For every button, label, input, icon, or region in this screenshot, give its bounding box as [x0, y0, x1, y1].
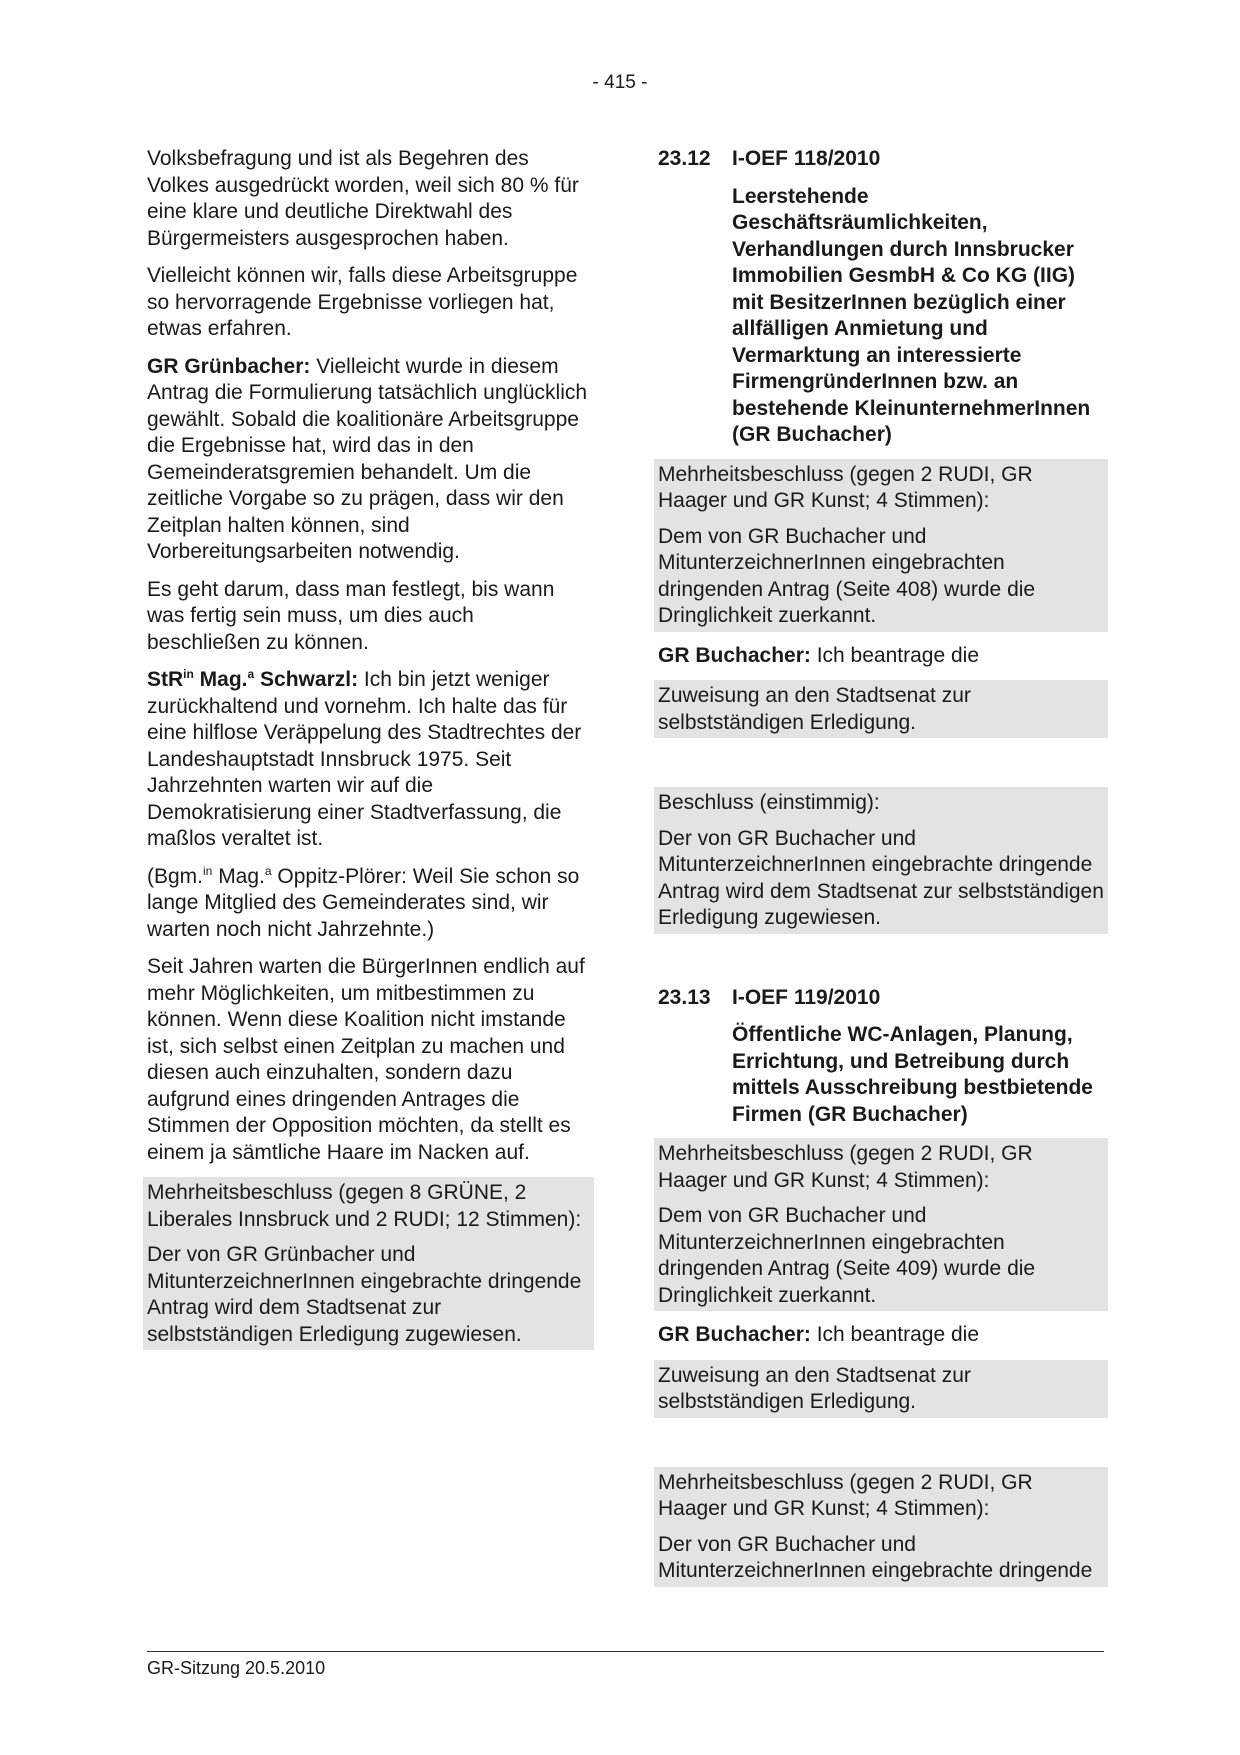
- paragraph: Seit Jahren warten die BürgerInnen endlich auf mehr Möglichkeiten, um mitbestimmen zu können. Wenn diese Koalition nicht imstande ist, sich selbst einen Zeitplan zu machen und diesen auch einzuhalten, sondern dazu aufgrund eines dringenden Antrages die Stimmen der Opposition möchten, da stellt es einem ja sämtliche Haare im Nacken auf.: [147, 955, 585, 1164]
- decision-box: [654, 1467, 1108, 1587]
- speech-paragraph: [147, 354, 590, 566]
- decision-box: [654, 787, 1108, 934]
- speech-text: Vielleicht wurde in diesem Antrag die Formulierung tatsächlich unglücklich gewählt. Sobald die koalitionäre Arbeitsgruppe die Ergebnisse hat, wird das in den Gemeinderatsgremien behandelt. Um die zeitliche Vorgabe so zu prägen, dass wir den Zeitplan halten können, sind Vorbereitungsarbeiten notwendig.: [147, 354, 588, 563]
- paragraph: Es geht darum, dass man festlegt, bis wann was fertig sein muss, um dies auch beschließen zu können.: [147, 577, 555, 654]
- vote-box: [654, 459, 1108, 632]
- paragraph: Volksbefragung und ist als Begehren des Volkes ausgedrückt worden, weil sich 80 % für eine klare und deutliche Direktwahl des Bürgermeisters ausgesprochen haben.: [147, 147, 579, 250]
- agenda-item-header: [658, 985, 1104, 1012]
- agenda-item-number: 23.13: [658, 985, 711, 1009]
- speaker-name: StR$^{in}$ Mag.$^a$ Schwarzl:: [147, 667, 359, 691]
- speech-text: Ich beantrage die: [810, 1323, 979, 1346]
- urgency-text: Dem von GR Buchacher und MitunterzeichnerInnen eingebrachten dringenden Antrag (Seite 409) wurde die Dringlichkeit zuerkannt.: [658, 1204, 1036, 1307]
- decision-title: Mehrheitsbeschluss (gegen 8 GRÜNE, 2 Liberales Innsbruck und 2 RUDI; 12 Stimmen):: [147, 1181, 582, 1231]
- request-text: Zuweisung an den Stadtsenat zur selbstständigen Erledigung.: [658, 1363, 971, 1413]
- agenda-item-code: I-OEF 119/2010: [732, 985, 881, 1009]
- speech-paragraph: [147, 667, 590, 853]
- page-number: - 415 -: [592, 72, 648, 93]
- speech-paragraph: [658, 643, 1104, 670]
- footer-divider: [147, 1651, 1104, 1652]
- decision-title: Mehrheitsbeschluss (gegen 2 RUDI, GR Haager und GR Kunst; 4 Stimmen):: [658, 1470, 1033, 1520]
- agenda-item-number: 23.12: [658, 147, 711, 170]
- urgency-text: Dem von GR Buchacher und MitunterzeichnerInnen eingebrachten dringenden Antrag (Seite 408) wurde die Dringlichkeit zuerkannt.: [658, 524, 1036, 627]
- decision-title: Beschluss (einstimmig):: [658, 791, 880, 814]
- interjection-paragraph: (Bgm.$^{in}$ Mag.$^a$ Oppitz-Plörer: Weil Sie schon so lange Mitglied des Gemeinderates sind, wir warten noch nicht Jahrzehnte.): [147, 863, 580, 941]
- speech-text: Ich beantrage die: [810, 643, 979, 667]
- vote-result: Mehrheitsbeschluss (gegen 2 RUDI, GR Haager und GR Kunst; 4 Stimmen):: [658, 462, 1033, 512]
- decision-text: Der von GR Buchacher und MitunterzeichnerInnen eingebrachte dringende: [658, 1532, 1093, 1582]
- request-box: [654, 1360, 1108, 1418]
- agenda-item-title: Leerstehende Geschäftsräumlichkeiten, Verhandlungen durch Innsbrucker Immobilien GesmbH & Co KG (IIG) mit BesitzerInnen bezüglich einer allfälligen Anmietung und Vermarktung an interessierte FirmengründerInnen bzw. an bestehende KleinunternehmerInnen (GR Buchacher): [732, 184, 1091, 446]
- right-column: [658, 146, 1104, 1598]
- agenda-item-code: I-OEF 118/2010: [732, 147, 881, 170]
- paragraph: Vielleicht können wir, falls diese Arbeitsgruppe so hervorragende Ergebnisse vorliegen hat, etwas erfahren.: [147, 264, 578, 340]
- request-box: [654, 680, 1108, 738]
- speaker-name: GR Grünbacher:: [147, 354, 311, 378]
- vote-result: Mehrheitsbeschluss (gegen 2 RUDI, GR Haager und GR Kunst; 4 Stimmen):: [658, 1142, 1033, 1192]
- speech-paragraph: [658, 1322, 1104, 1349]
- speaker-name: GR Buchacher:: [658, 1323, 811, 1346]
- footer-text: GR-Sitzung 20.5.2010: [147, 1658, 326, 1678]
- left-column: [147, 146, 590, 1361]
- agenda-item-title: Öffentliche WC-Anlagen, Planung, Errichtung, und Betreibung durch mittels Ausschreibung bestbietende Firmen (GR Buchacher): [732, 1023, 1093, 1126]
- speech-text: Ich bin jetzt weniger zurückhaltend und vornehm. Ich halte das für eine hilflose Veräppelung des Stadtrechtes der Landeshauptstadt Innsbruck 1975. Seit Jahrzehnten warten wir auf die Demokratisierung einer Stadtverfassung, die maßlos veraltet ist.: [147, 668, 582, 850]
- vote-box: [654, 1138, 1108, 1311]
- decision-text: Der von GR Grünbacher und MitunterzeichnerInnen eingebrachte dringende Antrag wird dem Stadtsenat zur selbstständigen Erledigung zugewiesen.: [147, 1243, 582, 1346]
- decision-box: [143, 1177, 594, 1350]
- decision-text: Der von GR Buchacher und MitunterzeichnerInnen eingebrachte dringende Antrag wird dem Stadtsenat zur selbstständigen Erledigung zugewiesen.: [658, 826, 1104, 929]
- speaker-name: GR Buchacher:: [658, 643, 811, 667]
- request-text: Zuweisung an den Stadtsenat zur selbstständigen Erledigung.: [658, 684, 971, 734]
- agenda-item-header: [658, 146, 1104, 173]
